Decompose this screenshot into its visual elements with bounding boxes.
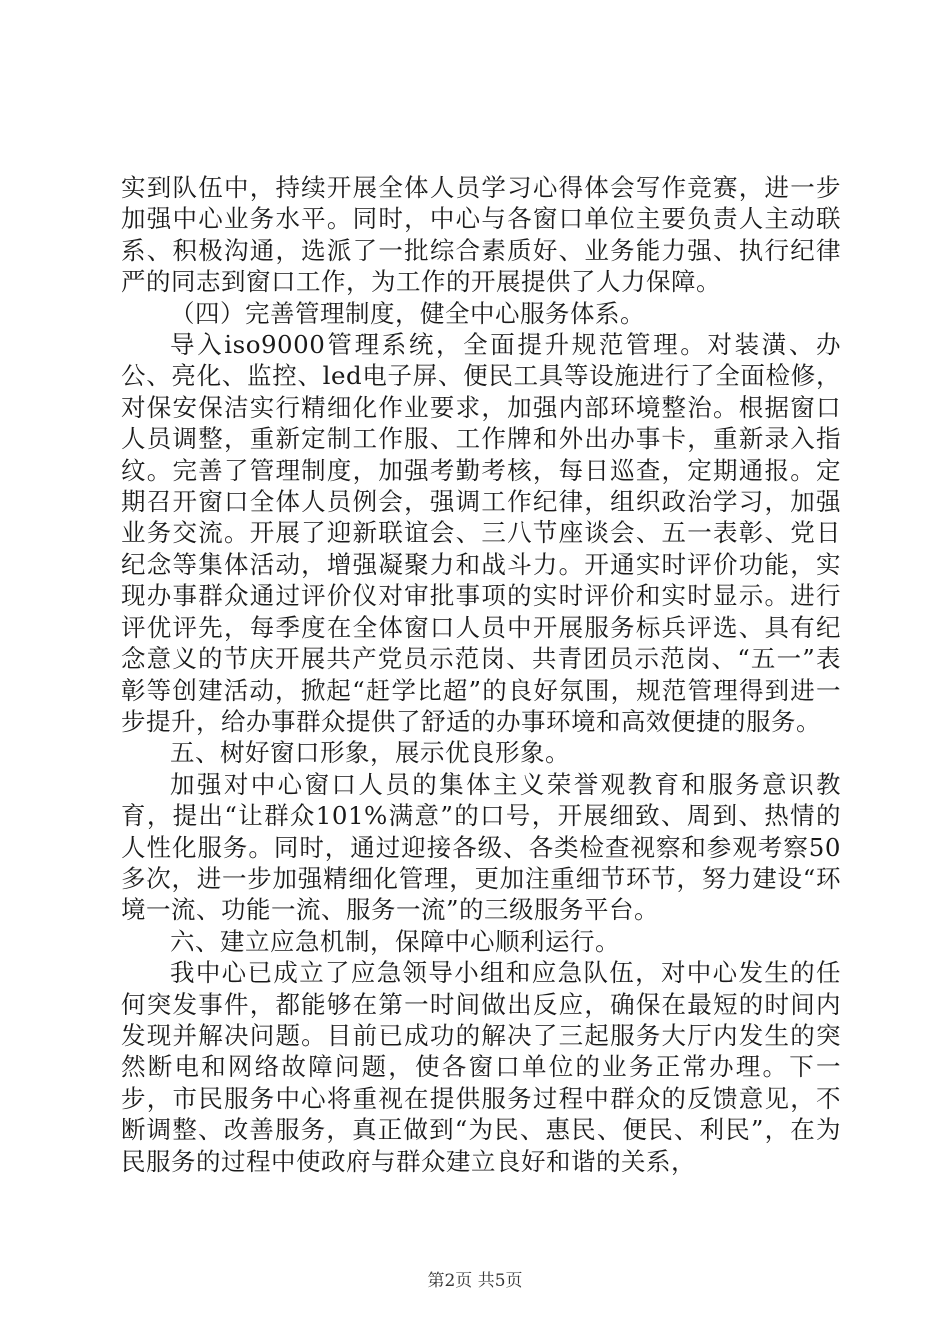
page-footer: 第2页 共5页 (427, 1271, 523, 1291)
paragraph-continuation: 实到队伍中，持续开展全体人员学习心得体会写作竞赛，进一步加强中心业务水平。同时，中心与各窗口单位主要负责人主动联系、积极沟通，选派了一批综合素质好、业务能力强、执行纪律严的同志到窗口工作，为工作的开展提供了人力保障。 (121, 173, 841, 297)
section-heading-5: 五、树好窗口形象，展示优良形象。 (170, 738, 570, 768)
section-heading-6: 六、建立应急机制，保障中心顺利运行。 (170, 926, 620, 956)
paragraph-emergency: 我中心已成立了应急领导小组和应急队伍，对中心发生的任何突发事件，都能够在第一时间做出反应，确保在最短的时间内发现并解决问题。目前已成功的解决了三起服务大厅内发生的突然断电和网络故障问题，使各窗口单位的业务正常办理。下一步，市民服务中心将重视在提供服务过程中群众的反馈意见，不断调整、改善服务，真正做到“为民、惠民、便民、利民”，在为民服务的过程中使政府与群众建立良好和谐的关系， (121, 958, 841, 1176)
document-body (121, 172, 841, 1177)
section-heading-4: （四）完善管理制度，健全中心服务体系。 (170, 298, 645, 328)
paragraph-iso9000: 导入iso9000管理系统，全面提升规范管理。对装潢、办公、亮化、监控、led电子屏、便民工具等设施进行了全面检修，对保安保洁实行精细化作业要求，加强内部环境整治。根据窗口人员调整，重新定制工作服、工作牌和外出办事卡，重新录入指纹。完善了管理制度，加强考勤考核，每日巡查，定期通报。定期召开窗口全体人员例会，强调工作纪律，组织政治学习，加强业务交流。开展了迎新联谊会、三八节座谈会、五一表彰、党日纪念等集体活动，增强凝聚力和战斗力。开通实时评价功能，实现办事群众通过评价仪对审批事项的实时评价和实时显示。进行评优评先，每季度在全体窗口人员中开展服务标兵评选、具有纪念意义的节庆开展共产党员示范岗、共青团员示范岗、“五一”表彰等创建活动，掀起“赶学比超”的良好氛围，规范管理得到进一步提升，给办事群众提供了舒适的办事环境和高效便捷的服务。 (121, 330, 841, 736)
paragraph-window-image: 加强对中心窗口人员的集体主义荣誉观教育和服务意识教育，提出“让群众101%满意”的口号，开展细致、周到、热情的人性化服务。同时，通过迎接各级、各类检查视察和参观考察50多次，进一步加强精细化管理，更加注重细节环节，努力建设“环境一流、功能一流、服务一流”的三级服务平台。 (121, 769, 841, 925)
